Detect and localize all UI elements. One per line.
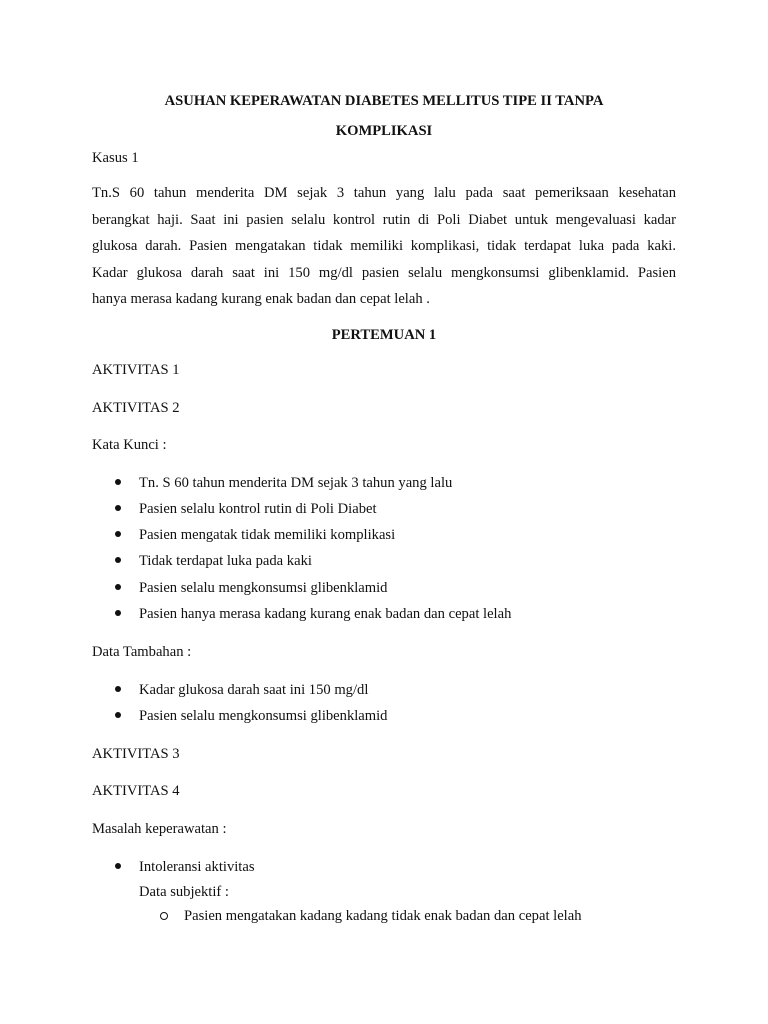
subjective-data-label: Data subjektif : — [139, 884, 229, 900]
document-title — [92, 86, 676, 146]
keyword-item: Pasien selalu mengkonsumsi glibenklamid — [115, 580, 387, 597]
paragraph-line: berangkat haji. Saat ini pasien selalu kontrol rutin di Poli Diabet untuk mengevaluasi kadar — [92, 211, 676, 228]
bullet-icon — [115, 610, 121, 616]
keyword-item: Pasien mengatak tidak memiliki komplikasi — [115, 527, 395, 544]
problem-item: Intoleransi aktivitas — [115, 859, 255, 876]
bullet-icon — [115, 686, 121, 692]
activity-2-label: AKTIVITAS 2 — [92, 400, 180, 416]
title-line-2: KOMPLIKASI — [335, 123, 433, 139]
additional-item: Pasien selalu mengkonsumsi glibenklamid — [115, 708, 387, 725]
subjective-item: Pasien mengatakan kadang kadang tidak enak badan dan cepat lelah — [160, 908, 582, 925]
paragraph-line: Tn.S 60 tahun menderita DM sejak 3 tahun yang lalu pada saat pemeriksaan kesehatan — [92, 185, 676, 201]
case-label: Kasus 1 — [92, 150, 139, 166]
bullet-icon — [115, 479, 121, 485]
bullet-icon — [115, 531, 121, 537]
keyword-item: Tn. S 60 tahun menderita DM sejak 3 tahun yang lalu — [115, 475, 452, 492]
title-line-1: ASUHAN KEPERAWATAN DIABETES MELLITUS TIPE II TANPA — [164, 93, 604, 109]
additional-item: Kadar glukosa darah saat ini 150 mg/dl — [115, 682, 368, 699]
paragraph-line: hanya merasa kadang kurang enak badan dan cepat lelah . — [92, 291, 430, 307]
meeting-heading: PERTEMUAN 1 — [331, 327, 437, 343]
paragraph-line: glukosa darah. Pasien mengatakan tidak memiliki komplikasi, tidak terdapat luka pada kaki. — [92, 238, 676, 254]
activity-3-label: AKTIVITAS 3 — [92, 746, 180, 762]
bullet-icon — [115, 505, 121, 511]
activity-4-label: AKTIVITAS 4 — [92, 783, 180, 799]
keyword-item: Pasien selalu kontrol rutin di Poli Diabet — [115, 501, 377, 518]
bullet-icon — [115, 712, 121, 718]
circle-bullet-icon — [160, 912, 168, 920]
paragraph-line: Kadar glukosa darah saat ini 150 mg/dl pasien selalu mengkonsumsi glibenklamid. Pasien — [92, 264, 676, 281]
bullet-icon — [115, 863, 121, 869]
bullet-icon — [115, 557, 121, 563]
keyword-item: Tidak terdapat luka pada kaki — [115, 553, 312, 570]
activity-1-label: AKTIVITAS 1 — [92, 362, 180, 378]
keyword-item: Pasien hanya merasa kadang kurang enak badan dan cepat lelah — [115, 606, 511, 623]
problem-label: Masalah keperawatan : — [92, 821, 227, 837]
additional-data-label: Data Tambahan : — [92, 644, 192, 660]
keywords-label: Kata Kunci : — [92, 437, 167, 453]
case-paragraph — [92, 180, 676, 313]
bullet-icon — [115, 584, 121, 590]
